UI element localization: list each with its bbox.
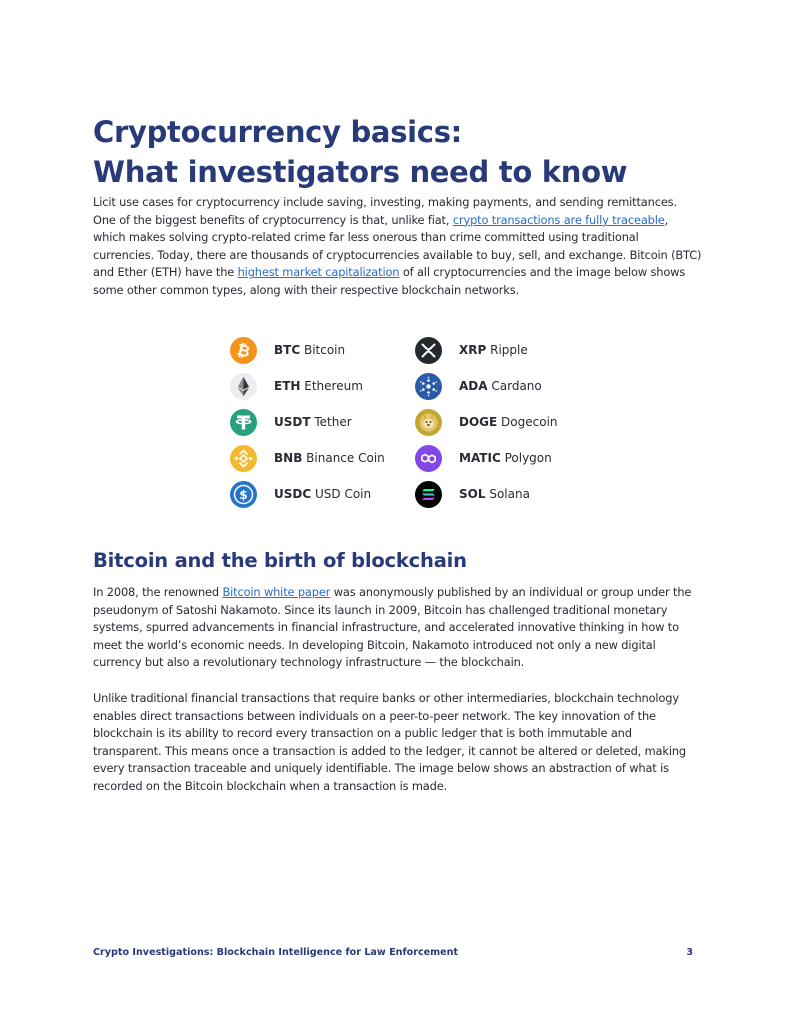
coin-name: Tether [314,415,352,429]
coin-symbol: BTC [274,343,301,357]
svg-text:$: $ [239,487,248,502]
dogecoin-icon [415,409,442,436]
coin-name: Dogecoin [501,415,558,429]
intro-text-2: , which makes solving crypto-related crime far less onerous than crime committed using traditional currencies. Today, there are thousands of cryptocurrencies available to buy, sell, and exchange. Bitcoin (BTC) and Ether (ETH) have the [93,212,702,280]
coin-ada [415,372,542,400]
intro-text-1: Licit use cases for cryptocurrency include saving, investing, making payments, and sending remittances. One of the biggest benefits of cryptocurrency is that, unlike fiat, [93,195,677,227]
svg-text:₿: ₿ [234,339,253,361]
bitcoin-text-1: In 2008, the renowned [93,585,223,599]
coin-symbol: DOGE [459,415,498,429]
cardano-icon [415,373,442,400]
coin-name: USD Coin [314,487,372,501]
coin-btc [230,336,345,364]
coin-name: Ripple [490,343,528,357]
binance-icon [230,445,257,472]
intro-paragraph [93,194,703,300]
polygon-icon [415,445,442,472]
intro-text-3: of all cryptocurrencies and the image below shows some other common types, along with their respective blockchain networks. [93,265,686,297]
crypto-list [230,336,590,516]
coin-matic [415,444,552,472]
bitcoin-paragraph [93,584,703,672]
page-title [93,112,713,192]
coin-name: Binance Coin [306,451,385,465]
coin-eth [230,372,363,400]
coin-xrp [415,336,528,364]
xrp-icon [415,337,442,364]
usdc-icon [230,481,257,508]
coin-name: Solana [489,487,530,501]
coin-symbol: ADA [459,379,488,393]
tether-icon [230,409,257,436]
traceable-link[interactable]: crypto transactions are fully traceable [452,212,665,227]
coin-symbol: BNB [274,451,303,465]
coin-doge [415,408,558,436]
coin-bnb [230,444,385,472]
coin-symbol: USDT [274,415,311,429]
page-title-line-2: What investigators need to know [93,155,628,189]
coin-symbol: XRP [459,343,487,357]
coin-sol [415,480,530,508]
market-cap-link[interactable]: highest market capitalization [237,265,400,280]
section-heading: Bitcoin and the birth of blockchain [93,549,467,572]
coin-symbol: ETH [274,379,301,393]
page-footer [93,947,693,963]
footer-title: Crypto Investigations: Blockchain Intelligence for Law Enforcement [93,947,459,958]
coin-name: Cardano [491,379,542,393]
page-title-line-1: Cryptocurrency basics: [93,115,462,149]
coin-usdc [230,480,371,508]
coin-name: Ethereum [304,379,363,393]
coin-symbol: USDC [274,487,312,501]
coin-symbol: MATIC [459,451,501,465]
coin-name: Polygon [504,451,552,465]
bitcoin-icon [230,337,257,364]
bitcoin-text-2: was anonymously published by an individual or group under the pseudonym of Satoshi Nakamoto. Since its launch in 2009, Bitcoin has challenged traditional monetary systems, spurred advancements in financial infrastructure, and accelerated innovative thinking in how to meet the world’s economic needs. In developing Bitcoin, Nakamoto introduced not only a new digital currency but also a revolutionary technology infrastructure — the blockchain. [93,585,692,670]
white-paper-link[interactable]: Bitcoin white paper [222,585,331,599]
page-number: 3 [686,947,693,958]
coin-usdt [230,408,352,436]
coin-symbol: SOL [459,487,486,501]
coin-name: Bitcoin [303,343,346,357]
blockchain-paragraph: Unlike traditional financial transactions that require banks or other intermediaries, blockchain technology enables direct transactions between individuals on a peer-to-peer network. The key innovation of the blockchain is its ability to record every transaction on a public ledger that is both immutable and transparent. This means once a transaction is added to the ledger, it cannot be altered or deleted, making every transaction traceable and uniquely identifiable. The image below shows an abstraction of what is recorded on the Bitcoin blockchain when a transaction is made. [93,691,686,793]
solana-icon [415,481,442,508]
ethereum-icon [230,373,257,400]
